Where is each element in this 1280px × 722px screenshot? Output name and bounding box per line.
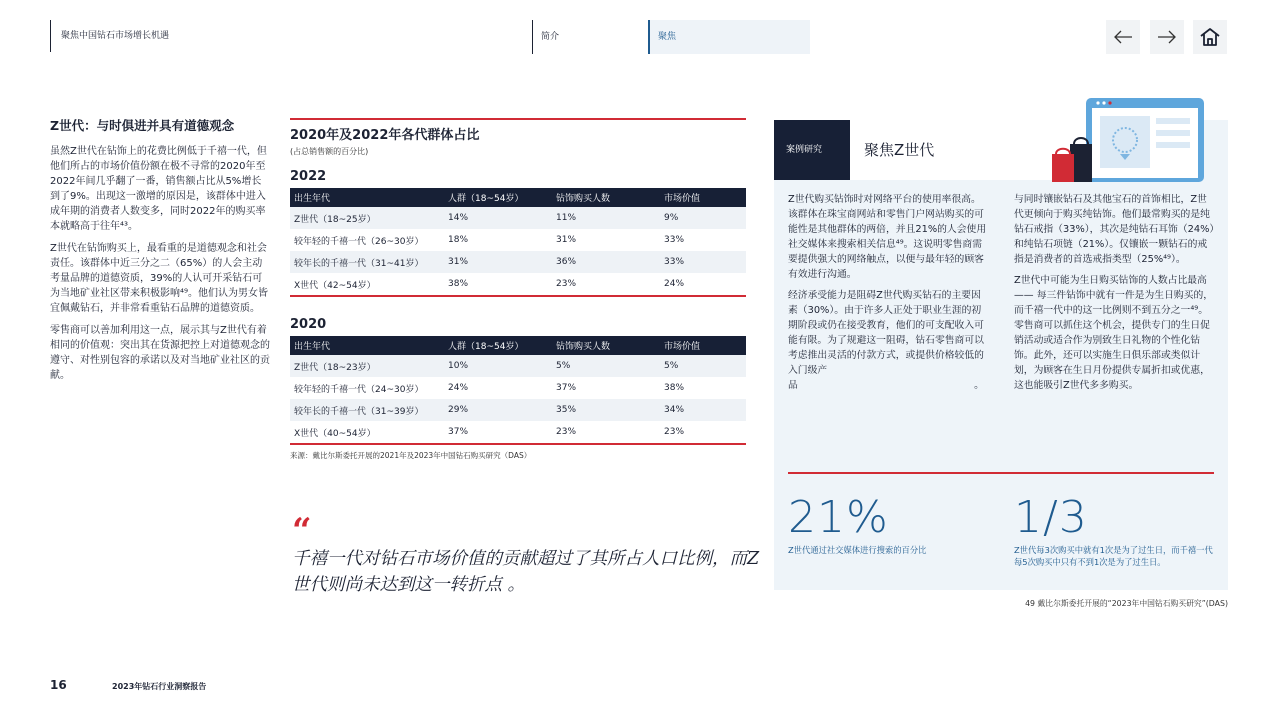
table-cell: 11%: [552, 207, 660, 229]
table-cell: Z世代（18~25岁）: [290, 207, 444, 229]
table-source: 来源：戴比尔斯委托开展的2021年及2023年中国钻石购买研究（DAS）: [290, 451, 532, 460]
table-row: [290, 399, 746, 421]
page-number: 16: [50, 678, 67, 692]
pull-quote: 千禧一代对钻石市场价值的贡献超过了其所占人口比例，而Z世代则尚未达到这一转折点 。: [292, 549, 760, 595]
table-cell: 较年轻的千禧一代（24~30岁）: [294, 384, 424, 395]
home-icon: [1199, 27, 1221, 47]
body-paragraph: 虽然Z世代在钻饰上的花费比例低于千禧一代，但他们所占的市场价值份额在极不寻常的2020年至2022年间几乎翻了一番，销售额占比从5%增长到了9%。出现这一激增的原因是，该群体中进入成年期的消费者人数变多，同时2022年的购买率本就略高于往年⁴³。: [50, 146, 267, 232]
table-row: [290, 273, 746, 295]
table-cell: 23%: [556, 427, 577, 437]
table-cell: 38%: [664, 383, 685, 393]
table-cell: 较年轻的千禧一代（26~30岁）: [294, 236, 424, 247]
table-2022: [290, 188, 746, 295]
stat-block: [788, 492, 988, 556]
divider: [290, 295, 746, 297]
report-title: 2023年钻石行业洞察报告: [112, 682, 207, 691]
divider: [290, 443, 746, 445]
column-header: 市场价值: [660, 336, 746, 355]
table-cell: 34%: [660, 399, 746, 421]
table-cell: 33%: [664, 235, 685, 245]
column-header: 出生年代: [290, 188, 444, 207]
back-button[interactable]: [1106, 20, 1140, 54]
table-cell: X世代（40~54岁）: [294, 428, 376, 439]
divider: [788, 472, 1214, 474]
tab-focus[interactable]: 聚焦: [648, 20, 810, 54]
table-cell: 36%: [552, 251, 660, 273]
table-cell: 18%: [448, 235, 469, 245]
column-header: 钻饰购买人数: [552, 188, 660, 207]
online-shopping-icon: [1048, 96, 1208, 186]
arrow-right-icon: [1157, 30, 1177, 44]
table-row: [290, 229, 746, 251]
table-row: [290, 377, 746, 399]
column-header: 市场价值: [660, 188, 746, 207]
stat-caption: Z世代通过社交媒体进行搜索的百分比: [788, 545, 927, 555]
table-cell: 24%: [664, 279, 685, 289]
table-cell: 14%: [444, 207, 552, 229]
body-paragraph: 与同时镶嵌钻石及其他宝石的首饰相比，Z世代更倾向于购买纯钻饰。他们最常购买的是纯钻石戒指（33%），其次是纯钻石耳饰（24%）和纯钻石项链（21%）。仅镶嵌一颗钻石的戒指是消费者的首选戒指类型（25%⁴⁹）。: [1014, 194, 1215, 265]
table-cell: 5%: [552, 355, 660, 377]
table-2020: [290, 336, 746, 443]
stat-value: 21%: [788, 492, 889, 543]
case-study-column-1: [788, 192, 990, 399]
table-cell: 较年长的千禧一代（31~39岁）: [290, 399, 444, 421]
body-paragraph: 经济承受能力是阻碍Z世代购买钻石的主要因素（30%）。由于许多人正处于职业生涯的初期阶段或仍在接受教育，他们的可支配收入可能有限。为了规避这一阻碍，钻石零售商可以考虑推出灵活的付款方式，或提供价格较低的入门级产品 。: [788, 290, 984, 391]
divider: [290, 118, 746, 120]
column-header: 人群（18~54岁）: [444, 336, 552, 355]
column-header: 钻饰购买人数: [552, 336, 660, 355]
section-heading: Z世代：与时俱进并具有道德观念: [50, 118, 235, 133]
body-paragraph: Z世代中可能为生日购买钻饰的人数占比最高 —— 每三件钻饰中就有一件是为生日购买的，而千禧一代中的这一比例则不到五分之一⁴⁹。零售商可以抓住这个机会，提供专门的生日促销活动或适合作为别致生日礼物的个性化钻饰。此外，还可以实施生日俱乐部或类似计划，为顾客在生日月份提供专属折扣或优惠，这也能吸引Z世代多多购买。: [1014, 275, 1214, 391]
column-header: 人群（18~54岁）: [444, 188, 552, 207]
body-paragraph: Z世代在钻饰购买上，最看重的是道德观念和社会责任。该群体中近三分之二（65%）的人会主动考量品牌的道德资质，39%的人认可开采钻石可为当地矿业社区带来积极影响⁴⁹。他们认为男女皆宜佩戴钻石，并非常看重钻石品牌的道德资质。: [50, 243, 269, 314]
table-cell: 31%: [556, 235, 577, 245]
table-cell: 较年长的千禧一代（31~41岁）: [290, 251, 444, 273]
table-year-2020: 2020: [290, 317, 327, 332]
table-cell: Z世代（18~23岁）: [290, 355, 444, 377]
table-cell: 23%: [664, 427, 685, 437]
table-cell: 9%: [660, 207, 746, 229]
table-cell: 37%: [448, 427, 469, 437]
tab-intro[interactable]: 简介: [532, 20, 651, 54]
table-cell: 10%: [444, 355, 552, 377]
table-cell: 37%: [556, 383, 577, 393]
arrow-left-icon: [1113, 30, 1133, 44]
table-cell: 35%: [552, 399, 660, 421]
generation-share-tables: [290, 118, 746, 461]
body-paragraph: 零售商可以善加利用这一点，展示其与Z世代有着相同的价值观：突出其在货源把控上对道德观念的遵守、对性别包容的承诺以及对当地矿业社区的贡献。: [50, 325, 270, 381]
table-cell: 23%: [556, 279, 577, 289]
table-title: 2020年及2022年各代群体占比: [290, 128, 480, 143]
table-cell: 38%: [448, 279, 469, 289]
table-cell: 33%: [660, 251, 746, 273]
quote-mark: “: [292, 511, 312, 551]
stat-block: [1014, 492, 1220, 568]
left-column: [50, 118, 270, 390]
case-study-column-2: [1014, 192, 1216, 399]
table-cell: 29%: [444, 399, 552, 421]
body-paragraph: Z世代购买钻饰时对网络平台的使用率很高。该群体在珠宝商网站和零售门户网站购买的可能性是其他群体的两倍，并且21%的人会使用社交媒体来搜索相关信息⁴⁹。这说明零售商需要提供强大的网络触点，以便与最年轻的顾客有效进行沟通。: [788, 194, 987, 280]
stat-caption: Z世代每3次购买中就有1次是为了过生日，而千禧一代每5次购买中只有不到1次是为了过生日。: [1014, 545, 1213, 567]
case-study-label: 案例研究: [774, 120, 850, 180]
table-row: [290, 251, 746, 273]
table-cell: 5%: [660, 355, 746, 377]
table-row: [290, 421, 746, 443]
table-cell: X世代（42~54岁）: [294, 280, 376, 291]
column-header: 出生年代: [290, 336, 444, 355]
table-subtitle: (占总销售额的百分比): [290, 147, 369, 156]
table-cell: 31%: [444, 251, 552, 273]
table-cell: 24%: [448, 383, 469, 393]
table-year-2022: 2022: [290, 169, 327, 184]
footnote: 49 戴比尔斯委托开展的“2023年中国钻石购买研究”(DAS): [1025, 599, 1228, 608]
table-row: [290, 355, 746, 377]
stat-value: 1/3: [1014, 492, 1088, 543]
home-button[interactable]: [1193, 20, 1227, 54]
case-study-title: 聚焦Z世代: [850, 120, 1086, 180]
document-title: 聚焦中国钻石市场增长机遇: [50, 20, 169, 52]
forward-button[interactable]: [1150, 20, 1184, 54]
table-row: [290, 207, 746, 229]
